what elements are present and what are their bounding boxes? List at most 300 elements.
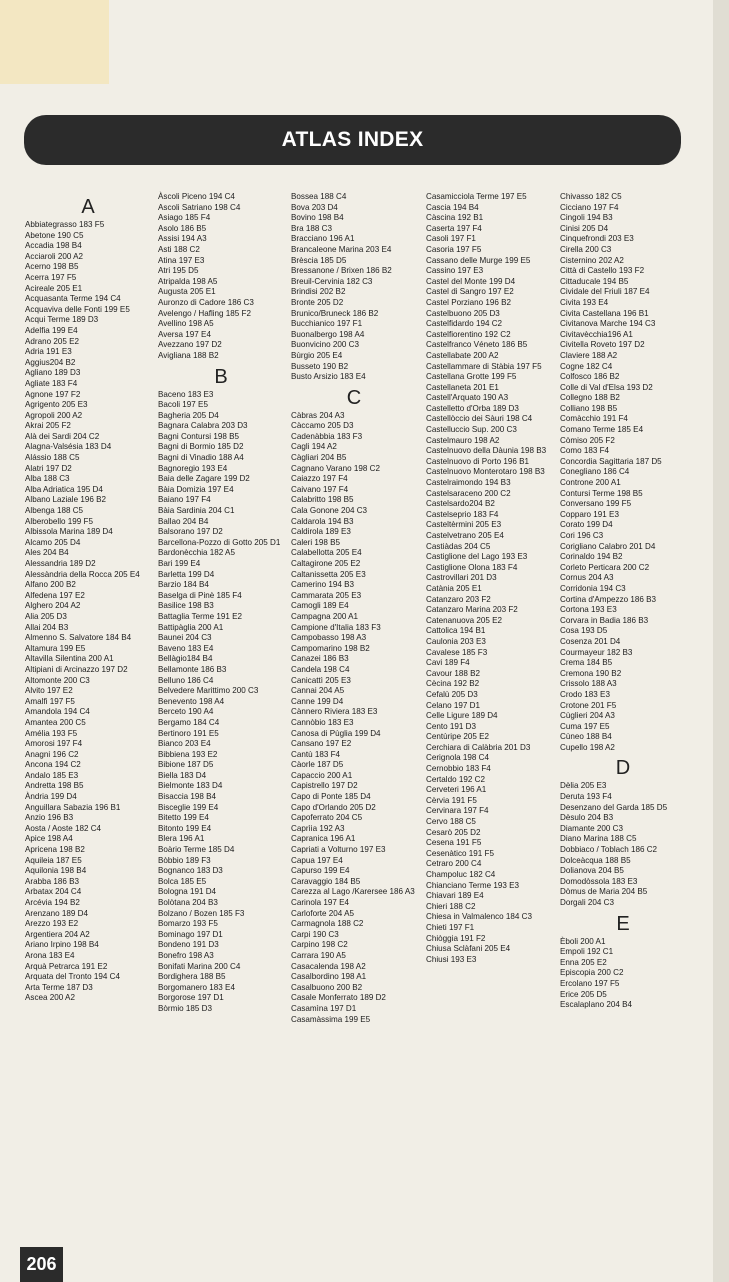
index-entry: Bucchianico 197 F1 <box>291 319 363 329</box>
index-entry: Corleto Perticara 200 C2 <box>560 562 650 572</box>
index-entry: Capriati a Volturno 197 E3 <box>291 845 386 855</box>
index-entry: Apricena 198 B2 <box>25 845 85 855</box>
index-entry: Campomarino 198 B2 <box>291 643 370 653</box>
index-entry: Arenzano 189 D4 <box>25 908 88 918</box>
index-entry: Civitanova Marche 194 C3 <box>560 319 656 329</box>
index-entry: Corigliano Calabro 201 D4 <box>560 541 656 551</box>
index-entry: Cavour 188 B2 <box>426 668 480 678</box>
index-entry: Barletta 199 D4 <box>158 569 215 579</box>
index-entry: Caldirola 189 E3 <box>291 527 351 537</box>
index-entry: Caiazzo 197 F4 <box>291 474 348 484</box>
section-letter: C <box>346 386 362 409</box>
index-entry: Arquà Petrarca 191 E2 <box>25 961 108 971</box>
index-entry: Ascoli Satriano 198 C4 <box>158 202 241 212</box>
index-entry: Caltanissetta 205 E3 <box>291 569 366 579</box>
index-entry: Brèscia 185 D5 <box>291 255 347 265</box>
index-entry: Campione d'Italia 183 F3 <box>291 622 381 632</box>
index-entry: Castelsaraceno 200 C2 <box>426 488 511 498</box>
index-entry: Avelengo / Hafling 185 F2 <box>158 308 251 318</box>
index-entry: Arquata del Tronto 194 C4 <box>25 972 120 982</box>
index-entry: Cadenàbbia 183 F3 <box>291 431 363 441</box>
index-entry: Carpi 190 C3 <box>291 929 339 939</box>
index-entry: Alcamo 205 D4 <box>25 537 81 547</box>
index-entry: Diamante 200 C3 <box>560 823 623 833</box>
index-entry: Bitonto 199 E4 <box>158 823 212 833</box>
index-entry: Corvara in Badia 186 B3 <box>560 615 649 625</box>
index-entry: Courmayeur 182 B3 <box>560 647 633 657</box>
index-entry: Còmiso 205 F2 <box>560 435 615 445</box>
index-entry: Cala Gonone 204 C3 <box>291 506 368 516</box>
index-entry: Balsorano 197 D2 <box>158 527 223 537</box>
index-entry: Altomonte 200 C3 <box>25 675 90 685</box>
index-entry: Cupello 198 A2 <box>560 742 615 752</box>
index-entry: Cingoli 194 B3 <box>560 213 613 223</box>
index-entry: Aversa 197 E4 <box>158 329 211 339</box>
index-entry: Albissola Marina 189 D4 <box>25 527 113 537</box>
index-entry: Bagni di Vinadio 188 A4 <box>158 453 244 463</box>
index-entry: Carezza al Lago /Karersee 186 A3 <box>291 887 415 897</box>
index-entry: Cortona 193 E3 <box>560 605 617 615</box>
index-entry: Biella 183 D4 <box>158 770 207 780</box>
index-entry: Arona 183 E4 <box>25 950 75 960</box>
index-entry: Buonalbergo 198 A4 <box>291 329 365 339</box>
index-entry: Canicattì 205 E3 <box>291 675 351 685</box>
index-entry: Bognanco 183 D3 <box>158 866 223 876</box>
index-entry: Colfosco 186 B2 <box>560 372 620 382</box>
index-entry: Arbatax 204 C4 <box>25 887 82 897</box>
index-entry: Castelnuovo Monterotaro 198 B3 <box>426 467 545 477</box>
index-entry: Bàia Sardinia 204 C1 <box>158 506 235 516</box>
index-entry: Bòrmio 185 D3 <box>158 1003 212 1013</box>
index-entry: Benevento 198 A4 <box>158 696 225 706</box>
index-entry: Ballao 204 B4 <box>158 516 209 526</box>
index-entry: Bronte 205 D2 <box>291 297 344 307</box>
index-entry: Barcellona-Pozzo di Gotto 205 D1 <box>158 537 281 547</box>
index-entry: Agrigento 205 E3 <box>25 400 88 410</box>
index-entry: Cagli 194 A2 <box>291 442 337 452</box>
index-entry: Campagna 200 A1 <box>291 611 359 621</box>
index-entry: Alfedena 197 E2 <box>25 590 85 600</box>
index-entry: Corato 199 D4 <box>560 520 613 530</box>
section-letter: A <box>81 196 95 218</box>
index-entry: Casale Monferrato 189 D2 <box>291 993 386 1003</box>
index-entry: Alberobello 199 F5 <box>25 516 93 526</box>
index-entry: Cassino 197 E3 <box>426 266 484 276</box>
index-entry: Alba Adriatica 195 D4 <box>25 484 103 494</box>
index-entry: Busto Arsizio 183 E4 <box>291 372 366 382</box>
index-entry: Atripalda 198 A5 <box>158 276 218 286</box>
index-entry: Bagheria 205 D4 <box>158 410 219 420</box>
index-entry: Acqui Terme 189 D3 <box>25 315 99 325</box>
index-entry: Bagni di Bormio 185 D2 <box>158 442 244 452</box>
index-entry: Empoli 192 C1 <box>560 947 614 957</box>
index-entry: Bondeno 191 D3 <box>158 940 219 950</box>
index-entry: Ales 204 B4 <box>25 548 69 558</box>
index-entry: Dorgali 204 C3 <box>560 898 614 907</box>
index-entry: Blera 196 A1 <box>158 834 205 844</box>
index-entry: Chiavari 189 E4 <box>426 891 484 901</box>
index-entry: Amantea 200 C5 <box>25 717 86 727</box>
index-entry: Castellana Grotte 199 F5 <box>426 372 517 382</box>
index-entry: Bomarzo 193 F5 <box>158 919 218 929</box>
index-entry: Agliano 189 D3 <box>25 368 81 378</box>
index-entry: Acerra 197 F5 <box>25 272 77 282</box>
index-entry: Celano 197 D1 <box>426 700 480 710</box>
index-entry: Bardonècchia 182 A5 <box>158 548 235 558</box>
index-entry: Èboli 200 A1 <box>560 936 606 946</box>
index-entry: Episcopia 200 C2 <box>560 968 624 978</box>
index-entry: Capoferrato 204 C5 <box>291 813 363 823</box>
index-entry: Catanzaro Marina 203 F2 <box>426 605 518 615</box>
index-entry: Cinisi 205 D4 <box>560 223 609 233</box>
index-entry: Crotone 201 F5 <box>560 700 617 710</box>
index-entry: Castiglione del Lago 193 E3 <box>426 552 528 562</box>
index-entry: Àscoli Piceno 194 C4 <box>158 192 235 201</box>
index-entry: Ancona 194 C2 <box>25 760 81 770</box>
index-entry: Bibbiena 193 E2 <box>158 749 218 759</box>
index-entry: Castel del Monte 199 D4 <box>426 276 516 286</box>
index-entry: Asolo 186 B5 <box>158 223 207 233</box>
index-entry: Castellòccio dei Sàuri 198 C4 <box>426 414 533 424</box>
index-entry: Dèlia 205 E3 <box>560 781 607 791</box>
index-entry: Bossea 188 C4 <box>291 192 347 201</box>
index-entry: Capo d'Orlando 205 D2 <box>291 802 376 812</box>
index-entry: Bari 199 E4 <box>158 559 201 568</box>
index-entry: Bisaccia 198 B4 <box>158 792 217 802</box>
index-entry: Cascia 194 B4 <box>426 202 479 212</box>
index-entry: Caivano 197 F4 <box>291 484 349 494</box>
index-entry: Celle Ligure 189 D4 <box>426 711 498 721</box>
index-entry: Castelvetrano 205 E4 <box>426 531 504 540</box>
index-entry: Aosta / Aoste 182 C4 <box>25 823 102 833</box>
index-entry: Amalfi 197 F5 <box>25 696 75 706</box>
index-entry: Bagnara Calabra 203 D3 <box>158 421 248 431</box>
index-entry: Amélia 193 F5 <box>25 728 78 738</box>
index-entry: Aquileia 187 E5 <box>25 855 82 865</box>
index-entry: Berceto 190 A4 <box>158 707 214 717</box>
index-entry: Busseto 190 B2 <box>291 361 349 371</box>
index-entry: Bovino 198 B4 <box>291 213 344 223</box>
index-entry: Cerchiara di Calàbria 201 D3 <box>426 742 531 752</box>
index-entry: Alfano 200 B2 <box>25 580 76 590</box>
index-entry: Cornus 204 A3 <box>560 573 614 583</box>
index-entry: Allai 204 B3 <box>25 622 69 632</box>
index-entry: Cerveteri 196 A1 <box>426 785 487 795</box>
index-entry: Civitella Roveto 197 D2 <box>560 340 645 350</box>
index-entry: Abbiategrasso 183 F5 <box>25 220 105 229</box>
index-entry: Ercolano 197 F5 <box>560 978 620 988</box>
index-entry: Certaldo 192 C2 <box>426 774 485 784</box>
index-entry: Casoli 197 F1 <box>426 234 476 244</box>
index-entry: Baceno 183 E3 <box>158 389 214 399</box>
index-entry: Casalbordino 198 A1 <box>291 972 367 982</box>
index-entry: Altipiani di Arcinazzo 197 D2 <box>25 664 128 674</box>
index-entry: Càbras 204 A3 <box>291 410 345 420</box>
index-entry: Cosa 193 D5 <box>560 626 608 636</box>
index-entry: Carloforte 204 A5 <box>291 908 354 918</box>
index-entry: Civita 193 E4 <box>560 297 609 307</box>
index-entry: Arta Terme 187 D3 <box>25 982 93 992</box>
index-entry: Bianco 203 E4 <box>158 739 211 749</box>
section-letter: B <box>214 365 228 388</box>
index-entry: Casacalenda 198 A2 <box>291 961 366 971</box>
index-entry: Abetone 190 C5 <box>25 230 84 240</box>
index-entry: Castelraimondo 194 B3 <box>426 478 511 488</box>
index-entry: Cervinara 197 F4 <box>426 806 489 816</box>
index-entry: Cerignola 198 C4 <box>426 753 489 763</box>
index-entry: Bracciano 196 A1 <box>291 234 355 244</box>
index-entry: Baveno 183 E4 <box>158 643 214 653</box>
index-entry: Bra 188 C3 <box>291 223 332 233</box>
index-entry: Caldarola 194 B3 <box>291 516 354 526</box>
index-entry: Crema 184 B5 <box>560 658 613 668</box>
index-entry: Acquaviva delle Fonti 199 E5 <box>25 304 130 314</box>
index-entry: Amandola 194 C4 <box>25 707 90 717</box>
index-entry: Bellamonte 186 B3 <box>158 664 227 674</box>
index-entry: Agnone 197 F2 <box>25 389 81 399</box>
index-entry: Cesarò 205 D2 <box>426 827 481 837</box>
index-entry: Ascea 200 A2 <box>25 993 75 1003</box>
index-entry: Boàrio Terme 185 D4 <box>158 845 235 855</box>
index-entry: Borgomanero 183 E4 <box>158 982 235 992</box>
index-entry: Albenga 188 C5 <box>25 506 84 516</box>
index-entry: Basilice 198 B3 <box>158 601 214 611</box>
index-entry: Castiglione Olona 183 F4 <box>426 562 518 572</box>
index-column-2 <box>158 192 284 1015</box>
index-column-4 <box>426 192 552 965</box>
index-entry: Escalaplano 204 B4 <box>560 1000 632 1010</box>
index-entry: Canosa di Pùglia 199 D4 <box>291 728 381 738</box>
index-entry: Castelnuovo della Dàunia 198 B3 <box>426 446 547 456</box>
index-entry: Dolceàcqua 188 B5 <box>560 855 631 865</box>
index-entry: Baunei 204 C3 <box>158 633 212 643</box>
index-entry: Castrovillari 201 D3 <box>426 573 497 583</box>
index-entry: Cànnero Riviera 183 E3 <box>291 707 378 717</box>
index-entry: Cori 196 C3 <box>560 531 604 540</box>
index-entry: Dèsulo 204 B3 <box>560 813 614 823</box>
index-entry: Crissolo 188 A3 <box>560 679 617 689</box>
index-entry: Calabritto 198 B5 <box>291 495 354 505</box>
index-entry: Casteltèrmini 205 E3 <box>426 520 502 530</box>
index-entry: Bùrgio 205 E4 <box>291 350 343 360</box>
index-entry: Avezzano 197 D2 <box>158 340 222 350</box>
index-entry: Adria 191 E3 <box>25 347 72 357</box>
index-entry: Catanzaro 203 F2 <box>426 594 491 604</box>
index-entry: Battaglia Terme 191 E2 <box>158 611 242 621</box>
index-entry: Cremona 190 B2 <box>560 668 622 678</box>
index-entry: Contursi Terme 198 B5 <box>560 488 643 498</box>
index-entry: Càscina 192 B1 <box>426 213 484 223</box>
index-entry: Acciaroli 200 A2 <box>25 251 84 261</box>
index-entry: Chieri 188 C2 <box>426 901 476 911</box>
index-entry: Castel Porziano 196 B2 <box>426 297 512 307</box>
index-entry: Camerino 194 B3 <box>291 580 354 590</box>
index-entry: Battipàglia 200 A1 <box>158 622 224 632</box>
index-entry: Castelsardo204 B2 <box>426 499 495 509</box>
index-entry: Atri 195 D5 <box>158 266 199 276</box>
index-entry: Alia 205 D3 <box>25 611 67 621</box>
index-entry: Capua 197 E4 <box>291 855 343 865</box>
index-entry: Castelseprio 183 F4 <box>426 509 499 519</box>
index-entry: Barzio 184 B4 <box>158 580 209 590</box>
index-entry: Carmagnola 188 C2 <box>291 919 364 929</box>
index-entry: Cento 191 D3 <box>426 721 476 731</box>
index-entry: Càgliari 204 B5 <box>291 453 347 463</box>
index-entry: Andretta 198 B5 <box>25 781 84 791</box>
index-entry: Bologna 191 D4 <box>158 887 217 897</box>
index-entry: Casamàssima 199 E5 <box>291 1014 371 1024</box>
index-entry: Brindisi 202 B2 <box>291 287 346 297</box>
index-entry: Asiago 185 F4 <box>158 213 211 223</box>
index-entry: Cùneo 188 B4 <box>560 732 612 742</box>
index-entry: Conversano 199 F5 <box>560 499 632 509</box>
index-entry: Cogne 182 C4 <box>560 361 613 371</box>
index-entry: Alássio 188 C5 <box>25 453 80 463</box>
index-entry: Càorle 187 D5 <box>291 760 344 770</box>
index-entry: Altavilla Silentina 200 A1 <box>25 654 114 664</box>
index-entry: Accadia 198 B4 <box>25 241 82 251</box>
index-entry: Andalo 185 E3 <box>25 770 79 780</box>
index-entry: Deruta 193 F4 <box>560 792 612 802</box>
page-edge <box>713 0 729 1282</box>
index-entry: Carinola 197 E4 <box>291 898 350 907</box>
index-entry: Bergamo 184 C4 <box>158 717 220 727</box>
index-entry: Ariano Irpino 198 B4 <box>25 940 99 950</box>
index-entry: Apice 198 A4 <box>25 834 73 844</box>
index-entry: Conegliano 186 C4 <box>560 467 630 477</box>
index-entry: Camogli 189 E4 <box>291 601 349 611</box>
index-entry: Agropoli 200 A2 <box>25 410 83 420</box>
title-banner <box>24 115 681 165</box>
index-entry: Collegno 188 B2 <box>560 393 620 403</box>
index-entry: Baselga di Pinè 185 F4 <box>158 590 242 600</box>
index-entry: Bacoli 197 E5 <box>158 400 208 410</box>
index-entry: Bordighera 188 B5 <box>158 972 226 982</box>
index-entry: Cèrvia 191 F5 <box>426 795 477 805</box>
index-entry: Baia delle Zagare 199 D2 <box>158 474 250 484</box>
index-entry: Chieti 197 F1 <box>426 922 475 932</box>
index-column-3 <box>291 192 417 1025</box>
index-entry: Àndria 199 D4 <box>25 792 77 802</box>
index-entry: Canazei 186 B3 <box>291 654 349 664</box>
index-entry: Capurso 199 E4 <box>291 866 350 876</box>
index-entry: Bolòtana 204 B3 <box>158 898 218 907</box>
index-entry: Buonvicino 200 C3 <box>291 340 359 350</box>
index-entry: Arezzo 193 E2 <box>25 919 79 929</box>
index-entry: Comano Terme 185 E4 <box>560 425 644 435</box>
index-entry: Castel di Sangro 197 E2 <box>426 287 514 297</box>
index-entry: Casamìna 197 D1 <box>291 1003 357 1013</box>
index-column-5 <box>560 192 686 1011</box>
index-entry: Castelfranco Véneto 186 B5 <box>426 340 528 350</box>
index-entry: Comàcchio 191 F4 <box>560 414 628 424</box>
index-entry: Cavi 189 F4 <box>426 658 470 668</box>
index-entry: Castelluccio Sup. 200 C3 <box>426 425 517 435</box>
index-entry: Bressanone / Brixen 186 B2 <box>291 266 392 276</box>
index-entry: Caltagirone 205 E2 <box>291 559 361 568</box>
index-entry: Cortina d'Ampezzo 186 B3 <box>560 594 657 604</box>
index-entry: Altamura 199 E5 <box>25 643 86 653</box>
index-entry: Akrai 205 F2 <box>25 421 71 431</box>
index-entry: Avellino 198 A5 <box>158 319 214 329</box>
index-entry: Cècina 192 B2 <box>426 679 480 689</box>
index-entry: Caprìia 192 A3 <box>291 823 345 833</box>
index-entry: Cannòbio 183 E3 <box>291 717 354 727</box>
index-entry: Alatri 197 D2 <box>25 463 72 473</box>
index-entry: Bolzano / Bozen 185 F3 <box>158 908 245 918</box>
index-column-1 <box>25 192 151 1004</box>
index-entry: Bagnoregio 193 E4 <box>158 463 228 473</box>
index-entry: Cassano delle Murge 199 E5 <box>426 255 531 265</box>
index-entry: Bisceglie 199 E4 <box>158 802 219 812</box>
index-entry: Bolca 185 E5 <box>158 876 207 886</box>
index-entry: Castelmauro 198 A2 <box>426 435 500 445</box>
index-entry: Cetraro 200 C4 <box>426 859 482 869</box>
section-letter: E <box>616 912 630 935</box>
index-entry: Breuil-Cervinia 182 C3 <box>291 276 373 286</box>
index-entry: Cesena 191 F5 <box>426 838 482 848</box>
index-entry: Alessandria 189 D2 <box>25 559 96 568</box>
index-entry: Bagni Contursi 198 B5 <box>158 431 239 441</box>
index-entry: Chiusi 193 E3 <box>426 954 477 964</box>
index-entry: Bielmonte 183 D4 <box>158 781 223 791</box>
index-entry: Casalbuono 200 B2 <box>291 982 363 992</box>
index-entry: Dobbiaco / Toblach 186 C2 <box>560 845 658 855</box>
index-entry: Castelbuono 205 D3 <box>426 308 500 318</box>
index-entry: Dolianova 204 B5 <box>560 866 624 876</box>
index-entry: Cattolica 194 B1 <box>426 626 486 636</box>
index-entry: Bibione 187 D5 <box>158 760 214 770</box>
index-entry: Castelnuovo di Porto 196 B1 <box>426 456 530 466</box>
index-entry: Cinquefrondi 203 E3 <box>560 234 634 244</box>
index-entry: Castiàdas 204 C5 <box>426 541 491 551</box>
index-entry: Brancaleone Marina 203 E4 <box>291 244 392 254</box>
index-entry: Concordia Sagittaria 187 D5 <box>560 456 662 466</box>
index-entry: Enna 205 E2 <box>560 957 607 967</box>
index-entry: Centùripe 205 E2 <box>426 732 489 742</box>
index-entry: Almenno S. Salvatore 184 B4 <box>25 633 132 643</box>
index-entry: Cisternino 202 A2 <box>560 255 624 265</box>
index-entry: Alvito 197 E2 <box>25 686 73 696</box>
index-entry: Colle di Val d'Elsa 193 D2 <box>560 382 653 392</box>
index-entry: Catenanuova 205 E2 <box>426 615 503 625</box>
index-entry: Casoria 197 F5 <box>426 244 482 254</box>
index-entry: Càccamo 205 D3 <box>291 421 354 431</box>
index-entry: Capistrello 197 D2 <box>291 781 358 791</box>
index-entry: Cosenza 201 D4 <box>560 636 621 646</box>
index-entry: Diano Marina 188 C5 <box>560 834 637 844</box>
index-entry: Bertinoro 191 E5 <box>158 728 219 738</box>
index-entry: Castell'Arquato 190 A3 <box>426 393 509 403</box>
index-entry: Acireale 205 E1 <box>25 283 83 293</box>
index-entry: Casamicciola Terme 197 E5 <box>426 192 527 201</box>
index-entry: Cùglieri 204 A3 <box>560 711 615 721</box>
index-entry: Cuma 197 E5 <box>560 721 610 731</box>
index-entry: Copparo 191 E3 <box>560 509 619 519</box>
index-entry: Anguillara Sabazia 196 B1 <box>25 802 121 812</box>
index-entry: Bova 203 D4 <box>291 202 338 212</box>
index-entry: Borgorose 197 D1 <box>158 993 224 1003</box>
index-entry: Amorosi 197 F4 <box>25 739 83 749</box>
index-entry: Avigliana 188 B2 <box>158 350 219 360</box>
index-entry: Arabba 186 B3 <box>25 876 80 886</box>
index-entry: Cansano 197 E2 <box>291 739 352 749</box>
index-entry: Bellàgio184 B4 <box>158 654 213 664</box>
index-entry: Corinaldo 194 B2 <box>560 552 623 562</box>
index-entry: Bominago 197 D1 <box>158 929 223 939</box>
index-entry: Chianciano Terme 193 E3 <box>426 880 519 890</box>
index-entry: Asti 188 C2 <box>158 244 200 254</box>
